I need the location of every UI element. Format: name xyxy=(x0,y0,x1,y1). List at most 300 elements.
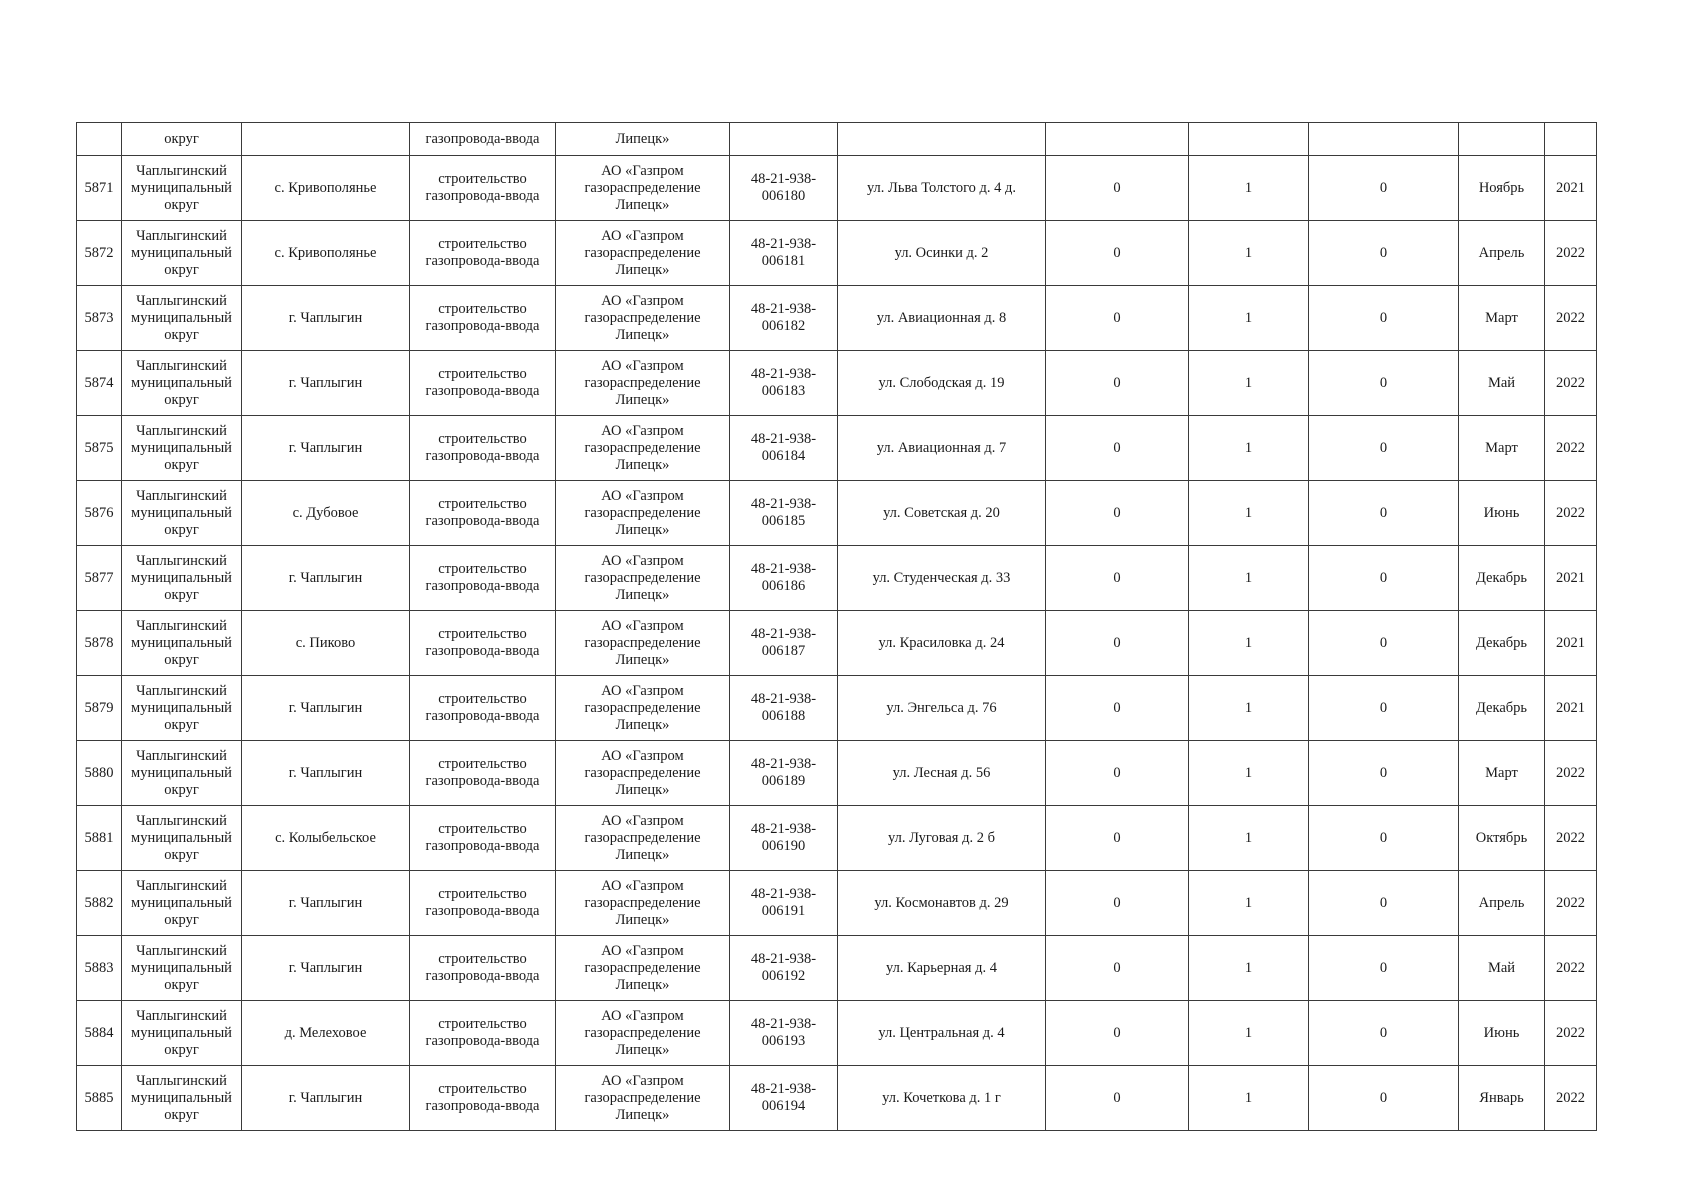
cell-code xyxy=(730,416,838,481)
cell-month: Декабрь xyxy=(1459,676,1545,741)
cell-organization-line: Липецк» xyxy=(615,196,670,213)
cell-month: Май xyxy=(1459,936,1545,1001)
table-row xyxy=(77,1066,1597,1131)
table-row xyxy=(77,611,1597,676)
cell-month: Декабрь xyxy=(1459,611,1545,676)
cell-work-type-line: строительство xyxy=(438,691,527,707)
cell-work-type-line: газопровода-ввода xyxy=(425,513,540,529)
cell-code-line: 48-21-938- xyxy=(750,236,817,252)
cell-district-line: Чаплыгинский xyxy=(136,747,227,764)
cell-organization-line: АО «Газпром xyxy=(601,942,684,959)
cell-code-line: 006180 xyxy=(761,188,806,204)
cell-district xyxy=(122,286,242,351)
cell-district-line: муниципальный xyxy=(131,179,232,196)
cell-organization xyxy=(556,611,730,676)
cell-district-line: округ xyxy=(164,391,199,408)
table-row xyxy=(77,741,1597,806)
cell-code xyxy=(730,1066,838,1131)
cell-work-type-line: строительство xyxy=(438,756,527,772)
cell-value-2: 1 xyxy=(1189,741,1309,806)
cell-value-3: 0 xyxy=(1309,546,1459,611)
cell-month: Май xyxy=(1459,351,1545,416)
cell-district-line: Чаплыгинский xyxy=(136,162,227,179)
cell-num: 5875 xyxy=(77,416,122,481)
cell-work-type-line: строительство xyxy=(438,951,527,967)
cell-district-line: муниципальный xyxy=(131,569,232,586)
cell-organization-line: Липецк» xyxy=(615,781,670,798)
cell-settlement: г. Чаплыгин xyxy=(242,1066,410,1131)
cell-value-1: 0 xyxy=(1046,1066,1189,1131)
cell-organization-line: газораспределение xyxy=(584,309,701,326)
cell-district xyxy=(122,481,242,546)
cell-code xyxy=(730,676,838,741)
cell-work-type xyxy=(410,351,556,416)
cell-district xyxy=(122,1066,242,1131)
cell-address: ул. Кочеткова д. 1 г xyxy=(838,1066,1046,1131)
cell-organization xyxy=(556,806,730,871)
cell-code-line: 006181 xyxy=(761,253,806,269)
cell-district xyxy=(122,416,242,481)
cell-work-type-line: газопровода-ввода xyxy=(425,318,540,334)
table-row xyxy=(77,286,1597,351)
cell-work-type-line: газопровода-ввода xyxy=(425,838,540,854)
cell-year: 2021 xyxy=(1545,156,1597,221)
cell-num: 5881 xyxy=(77,806,122,871)
cell-work-type-line: строительство xyxy=(438,1016,527,1032)
cell-value-1: 0 xyxy=(1046,1001,1189,1066)
cell-year: 2022 xyxy=(1545,871,1597,936)
cell-organization-line: АО «Газпром xyxy=(601,1007,684,1024)
cell-organization-line: АО «Газпром xyxy=(601,292,684,309)
cell-work-type xyxy=(410,1001,556,1066)
cell-district-line: Чаплыгинский xyxy=(136,227,227,244)
cell-settlement: г. Чаплыгин xyxy=(242,676,410,741)
cell-work-type xyxy=(410,871,556,936)
cell-organization xyxy=(556,416,730,481)
cell-value-2: 1 xyxy=(1189,481,1309,546)
cell-organization-line: газораспределение xyxy=(584,959,701,976)
cell-organization-line: Липецк» xyxy=(615,521,670,538)
cell-settlement: г. Чаплыгин xyxy=(242,936,410,1001)
cell-value-1: 0 xyxy=(1046,806,1189,871)
cell-district-line: округ xyxy=(164,1106,199,1123)
cell-address: ул. Энгельса д. 76 xyxy=(838,676,1046,741)
table-row xyxy=(77,871,1597,936)
cell-district-line: муниципальный xyxy=(131,764,232,781)
cell-district-line: Чаплыгинский xyxy=(136,812,227,829)
cell-work-type-line: строительство xyxy=(438,886,527,902)
cell-month: Март xyxy=(1459,286,1545,351)
table-row xyxy=(77,221,1597,286)
cell-district-line: округ xyxy=(164,586,199,603)
cell-code-line: 48-21-938- xyxy=(750,366,817,382)
cell-year: 2022 xyxy=(1545,481,1597,546)
cell-value-2: 1 xyxy=(1189,871,1309,936)
cell-district-line: округ xyxy=(164,846,199,863)
cell-address xyxy=(838,123,1046,156)
cell-work-type-line: строительство xyxy=(438,626,527,642)
cell-value-1: 0 xyxy=(1046,156,1189,221)
cell-value-1 xyxy=(1046,123,1189,156)
cell-settlement: с. Колыбельское xyxy=(242,806,410,871)
cell-district-line: муниципальный xyxy=(131,309,232,326)
cell-district xyxy=(122,806,242,871)
cell-organization-line: АО «Газпром xyxy=(601,552,684,569)
cell-code xyxy=(730,871,838,936)
cell-value-1: 0 xyxy=(1046,481,1189,546)
cell-code xyxy=(730,156,838,221)
cell-value-1: 0 xyxy=(1046,546,1189,611)
cell-code-line: 48-21-938- xyxy=(750,756,817,772)
cell-organization xyxy=(556,351,730,416)
cell-district-line: Чаплыгинский xyxy=(136,357,227,374)
cell-district-line: Чаплыгинский xyxy=(136,1072,227,1089)
cell-code xyxy=(730,611,838,676)
cell-value-2: 1 xyxy=(1189,806,1309,871)
cell-organization-line: АО «Газпром xyxy=(601,682,684,699)
cell-district-line: муниципальный xyxy=(131,1024,232,1041)
cell-value-3: 0 xyxy=(1309,611,1459,676)
cell-value-2: 1 xyxy=(1189,416,1309,481)
cell-value-3: 0 xyxy=(1309,1066,1459,1131)
cell-settlement: г. Чаплыгин xyxy=(242,741,410,806)
cell-organization-line: газораспределение xyxy=(584,569,701,586)
cell-district-line: Чаплыгинский xyxy=(136,1007,227,1024)
cell-work-type-line: газопровода-ввода xyxy=(425,708,540,724)
cell-value-2: 1 xyxy=(1189,676,1309,741)
cell-code-line: 48-21-938- xyxy=(750,626,817,642)
cell-value-1: 0 xyxy=(1046,416,1189,481)
cell-value-3: 0 xyxy=(1309,676,1459,741)
cell-work-type xyxy=(410,416,556,481)
cell-organization-line: АО «Газпром xyxy=(601,487,684,504)
cell-month: Июнь xyxy=(1459,481,1545,546)
cell-organization: Липецк» xyxy=(556,123,730,156)
cell-num: 5884 xyxy=(77,1001,122,1066)
table-row xyxy=(77,806,1597,871)
cell-code-line: 48-21-938- xyxy=(750,886,817,902)
cell-code xyxy=(730,936,838,1001)
cell-organization-line: газораспределение xyxy=(584,894,701,911)
cell-work-type-line: газопровода-ввода xyxy=(425,1033,540,1049)
table-row xyxy=(77,936,1597,1001)
cell-organization-line: АО «Газпром xyxy=(601,422,684,439)
cell-settlement: г. Чаплыгин xyxy=(242,286,410,351)
cell-work-type-line: газопровода-ввода xyxy=(425,253,540,269)
cell-organization xyxy=(556,676,730,741)
cell-district-line: округ xyxy=(164,196,199,213)
cell-address: ул. Центральная д. 4 xyxy=(838,1001,1046,1066)
table-row xyxy=(77,156,1597,221)
cell-year: 2022 xyxy=(1545,1001,1597,1066)
cell-work-type-line: газопровода-ввода xyxy=(425,643,540,659)
cell-code-line: 48-21-938- xyxy=(750,691,817,707)
cell-month: Апрель xyxy=(1459,221,1545,286)
cell-organization-line: АО «Газпром xyxy=(601,617,684,634)
table-body xyxy=(77,123,1597,1131)
cell-work-type xyxy=(410,936,556,1001)
cell-work-type-line: строительство xyxy=(438,366,527,382)
cell-district: округ xyxy=(122,123,242,156)
cell-address: ул. Студенческая д. 33 xyxy=(838,546,1046,611)
cell-year: 2021 xyxy=(1545,611,1597,676)
cell-value-1: 0 xyxy=(1046,741,1189,806)
cell-district-line: округ xyxy=(164,781,199,798)
cell-district-line: муниципальный xyxy=(131,504,232,521)
cell-organization xyxy=(556,741,730,806)
cell-organization-line: АО «Газпром xyxy=(601,1072,684,1089)
cell-code xyxy=(730,741,838,806)
cell-value-3: 0 xyxy=(1309,1001,1459,1066)
cell-month: Декабрь xyxy=(1459,546,1545,611)
table-row xyxy=(77,546,1597,611)
cell-work-type-line: строительство xyxy=(438,171,527,187)
cell-district-line: Чаплыгинский xyxy=(136,552,227,569)
cell-district-line: муниципальный xyxy=(131,894,232,911)
cell-year: 2022 xyxy=(1545,416,1597,481)
cell-organization-line: Липецк» xyxy=(615,651,670,668)
cell-code-line: 48-21-938- xyxy=(750,1016,817,1032)
cell-district xyxy=(122,1001,242,1066)
cell-organization-line: АО «Газпром xyxy=(601,877,684,894)
cell-district-line: Чаплыгинский xyxy=(136,422,227,439)
cell-district xyxy=(122,546,242,611)
cell-year: 2022 xyxy=(1545,936,1597,1001)
cell-work-type-line: газопровода-ввода xyxy=(425,903,540,919)
cell-value-3: 0 xyxy=(1309,871,1459,936)
cell-num: 5883 xyxy=(77,936,122,1001)
cell-year: 2021 xyxy=(1545,676,1597,741)
cell-address: ул. Советская д. 20 xyxy=(838,481,1046,546)
cell-code-line: 48-21-938- xyxy=(750,821,817,837)
cell-num: 5880 xyxy=(77,741,122,806)
cell-value-2: 1 xyxy=(1189,286,1309,351)
cell-organization-line: газораспределение xyxy=(584,829,701,846)
cell-district-line: округ xyxy=(164,976,199,993)
cell-work-type xyxy=(410,741,556,806)
cell-address: ул. Льва Толстого д. 4 д. xyxy=(838,156,1046,221)
cell-work-type-line: строительство xyxy=(438,1081,527,1097)
cell-code-line: 48-21-938- xyxy=(750,301,817,317)
cell-code-line: 006182 xyxy=(761,318,806,334)
cell-month: Март xyxy=(1459,741,1545,806)
cell-work-type-line: строительство xyxy=(438,561,527,577)
cell-code xyxy=(730,546,838,611)
cell-district xyxy=(122,351,242,416)
cell-year: 2022 xyxy=(1545,806,1597,871)
cell-organization-line: Липецк» xyxy=(615,1041,670,1058)
cell-address: ул. Слободская д. 19 xyxy=(838,351,1046,416)
cell-work-type-line: газопровода-ввода xyxy=(425,1098,540,1114)
cell-code-line: 006188 xyxy=(761,708,806,724)
cell-district xyxy=(122,156,242,221)
cell-month: Апрель xyxy=(1459,871,1545,936)
table-row-continued xyxy=(77,123,1597,156)
cell-work-type: газопровода-ввода xyxy=(410,123,556,156)
cell-work-type xyxy=(410,286,556,351)
cell-month: Январь xyxy=(1459,1066,1545,1131)
cell-work-type-line: газопровода-ввода xyxy=(425,383,540,399)
table-row xyxy=(77,351,1597,416)
cell-organization-line: Липецк» xyxy=(615,586,670,603)
cell-settlement: г. Чаплыгин xyxy=(242,871,410,936)
cell-work-type xyxy=(410,221,556,286)
table-row xyxy=(77,481,1597,546)
cell-value-1: 0 xyxy=(1046,611,1189,676)
cell-num: 5876 xyxy=(77,481,122,546)
cell-address: ул. Красиловка д. 24 xyxy=(838,611,1046,676)
cell-settlement: г. Чаплыгин xyxy=(242,546,410,611)
cell-work-type-line: строительство xyxy=(438,301,527,317)
cell-code-line: 48-21-938- xyxy=(750,951,817,967)
cell-year: 2022 xyxy=(1545,741,1597,806)
cell-num: 5885 xyxy=(77,1066,122,1131)
cell-settlement xyxy=(242,123,410,156)
cell-work-type-line: строительство xyxy=(438,431,527,447)
cell-num: 5879 xyxy=(77,676,122,741)
cell-organization-line: газораспределение xyxy=(584,634,701,651)
cell-settlement: д. Мелеховое xyxy=(242,1001,410,1066)
cell-code-line: 48-21-938- xyxy=(750,431,817,447)
cell-district-line: округ xyxy=(164,521,199,538)
cell-organization-line: АО «Газпром xyxy=(601,162,684,179)
cell-settlement: г. Чаплыгин xyxy=(242,416,410,481)
cell-settlement: г. Чаплыгин xyxy=(242,351,410,416)
cell-value-1: 0 xyxy=(1046,351,1189,416)
cell-value-3 xyxy=(1309,123,1459,156)
cell-value-3: 0 xyxy=(1309,741,1459,806)
cell-value-2: 1 xyxy=(1189,936,1309,1001)
cell-district-line: муниципальный xyxy=(131,959,232,976)
cell-value-2: 1 xyxy=(1189,351,1309,416)
cell-value-3: 0 xyxy=(1309,416,1459,481)
cell-value-2: 1 xyxy=(1189,1066,1309,1131)
cell-value-3: 0 xyxy=(1309,351,1459,416)
cell-value-1: 0 xyxy=(1046,936,1189,1001)
cell-settlement: с. Кривополянье xyxy=(242,156,410,221)
cell-code xyxy=(730,481,838,546)
cell-district-line: Чаплыгинский xyxy=(136,682,227,699)
cell-district xyxy=(122,611,242,676)
cell-work-type-line: газопровода-ввода xyxy=(425,448,540,464)
cell-num: 5873 xyxy=(77,286,122,351)
cell-district-line: Чаплыгинский xyxy=(136,617,227,634)
cell-organization-line: газораспределение xyxy=(584,764,701,781)
cell-district-line: муниципальный xyxy=(131,244,232,261)
cell-value-1: 0 xyxy=(1046,286,1189,351)
cell-address: ул. Осинки д. 2 xyxy=(838,221,1046,286)
cell-address: ул. Авиационная д. 8 xyxy=(838,286,1046,351)
cell-month xyxy=(1459,123,1545,156)
cell-settlement: с. Пиково xyxy=(242,611,410,676)
cell-organization-line: Липецк» xyxy=(615,1106,670,1123)
cell-code-line: 48-21-938- xyxy=(750,171,817,187)
cell-month: Март xyxy=(1459,416,1545,481)
cell-district xyxy=(122,741,242,806)
cell-num: 5877 xyxy=(77,546,122,611)
cell-code xyxy=(730,1001,838,1066)
cell-value-1: 0 xyxy=(1046,676,1189,741)
cell-district-line: муниципальный xyxy=(131,374,232,391)
cell-district-line: муниципальный xyxy=(131,829,232,846)
cell-address: ул. Карьерная д. 4 xyxy=(838,936,1046,1001)
cell-organization-line: АО «Газпром xyxy=(601,227,684,244)
cell-organization-line: АО «Газпром xyxy=(601,747,684,764)
cell-organization xyxy=(556,936,730,1001)
cell-year: 2021 xyxy=(1545,546,1597,611)
cell-value-3: 0 xyxy=(1309,221,1459,286)
cell-year: 2022 xyxy=(1545,286,1597,351)
cell-value-2: 1 xyxy=(1189,611,1309,676)
cell-num: 5878 xyxy=(77,611,122,676)
cell-settlement: с. Кривополянье xyxy=(242,221,410,286)
cell-district-line: округ xyxy=(164,1041,199,1058)
cell-organization xyxy=(556,156,730,221)
cell-district-line: округ xyxy=(164,261,199,278)
cell-district-line: округ xyxy=(164,456,199,473)
cell-district-line: Чаплыгинский xyxy=(136,487,227,504)
cell-organization xyxy=(556,1001,730,1066)
cell-num: 5874 xyxy=(77,351,122,416)
cell-district-line: Чаплыгинский xyxy=(136,292,227,309)
cell-code-line: 006190 xyxy=(761,838,806,854)
cell-organization xyxy=(556,1066,730,1131)
cell-code-line: 006187 xyxy=(761,643,806,659)
cell-value-3: 0 xyxy=(1309,936,1459,1001)
cell-work-type xyxy=(410,546,556,611)
cell-organization-line: Липецк» xyxy=(615,391,670,408)
cell-district-line: округ xyxy=(164,911,199,928)
cell-code-line: 006184 xyxy=(761,448,806,464)
cell-code-line: 006192 xyxy=(761,968,806,984)
cell-settlement: с. Дубовое xyxy=(242,481,410,546)
cell-organization xyxy=(556,546,730,611)
cell-work-type xyxy=(410,676,556,741)
cell-organization-line: газораспределение xyxy=(584,1024,701,1041)
cell-organization-line: газораспределение xyxy=(584,439,701,456)
cell-district xyxy=(122,871,242,936)
cell-organization-line: Липецк» xyxy=(615,976,670,993)
cell-district xyxy=(122,936,242,1001)
cell-code xyxy=(730,351,838,416)
cell-month: Октябрь xyxy=(1459,806,1545,871)
cell-work-type xyxy=(410,1066,556,1131)
cell-organization-line: газораспределение xyxy=(584,374,701,391)
cell-value-1: 0 xyxy=(1046,871,1189,936)
cell-work-type-line: строительство xyxy=(438,236,527,252)
cell-district-line: муниципальный xyxy=(131,699,232,716)
cell-value-2: 1 xyxy=(1189,546,1309,611)
cell-organization-line: Липецк» xyxy=(615,261,670,278)
cell-num: 5882 xyxy=(77,871,122,936)
cell-code-line: 48-21-938- xyxy=(750,561,817,577)
cell-value-1: 0 xyxy=(1046,221,1189,286)
cell-organization xyxy=(556,221,730,286)
cell-organization-line: газораспределение xyxy=(584,244,701,261)
cell-organization-line: АО «Газпром xyxy=(601,357,684,374)
cell-organization-line: газораспределение xyxy=(584,699,701,716)
cell-code-line: 006189 xyxy=(761,773,806,789)
cell-district-line: округ xyxy=(164,716,199,733)
cell-value-2: 1 xyxy=(1189,156,1309,221)
cell-district-line: муниципальный xyxy=(131,1089,232,1106)
cell-work-type-line: строительство xyxy=(438,821,527,837)
cell-district xyxy=(122,676,242,741)
table-row xyxy=(77,676,1597,741)
cell-district-line: Чаплыгинский xyxy=(136,942,227,959)
cell-num xyxy=(77,123,122,156)
cell-organization xyxy=(556,286,730,351)
